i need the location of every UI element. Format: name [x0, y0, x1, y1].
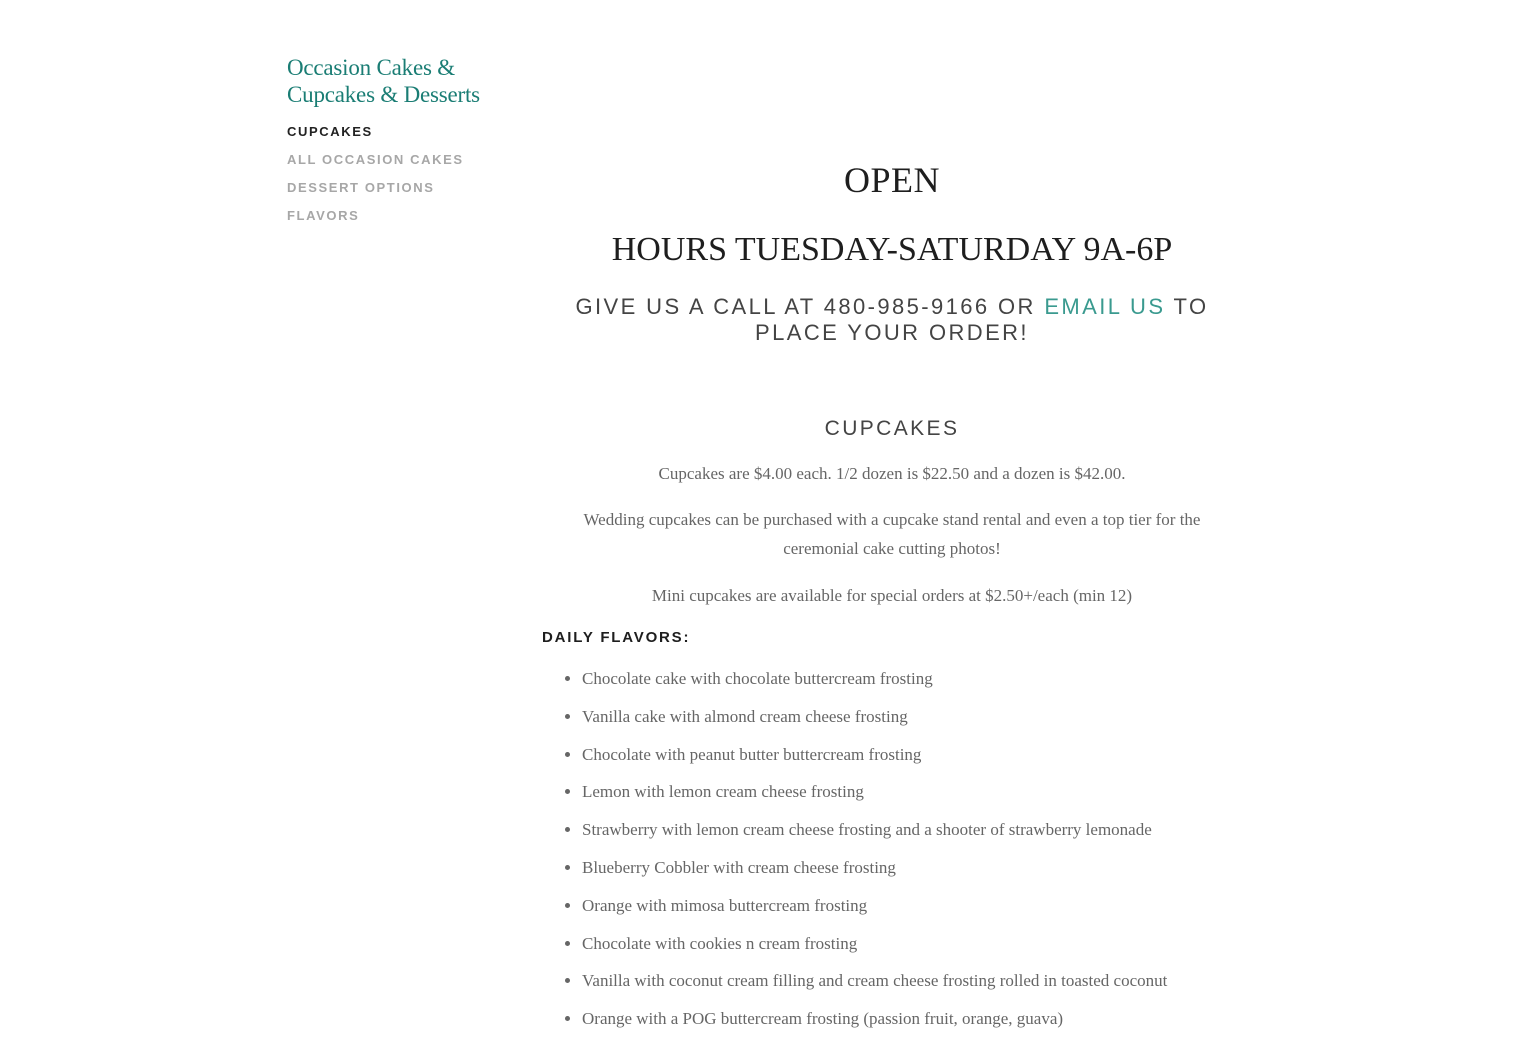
- site-title-line1: Occasion Cakes &: [287, 55, 455, 80]
- nav-item-all-occasion-cakes: [287, 151, 517, 179]
- nav-link-all-occasion-cakes[interactable]: ALL OCCASION CAKES: [287, 152, 464, 167]
- nav-link-cupcakes[interactable]: CUPCAKES: [287, 124, 373, 139]
- flavor-item: • Vanilla cake with almond cream cheese frosting: [582, 702, 1242, 740]
- nav-item-cupcakes: [287, 123, 517, 151]
- nav-link-flavors[interactable]: FLAVORS: [287, 208, 360, 223]
- pricing-paragraph: Cupcakes are $4.00 each. 1/2 dozen is $22.50 and a dozen is $42.00.: [658, 464, 1126, 483]
- sidebar-nav: [287, 123, 517, 235]
- flavor-item: • Blueberry Cobbler with cream cheese frosting: [582, 853, 1242, 891]
- call-to-order-heading: [542, 294, 1242, 346]
- nav-item-dessert-options: [287, 179, 517, 207]
- flavor-item: • Orange with mimosa buttercream frosting: [582, 891, 1242, 929]
- wedding-cupcakes-paragraph: Wedding cupcakes can be purchased with a cupcake stand rental and even a top tier for the ceremonial cake cutting photos!: [583, 510, 1201, 558]
- flavor-item: • Chocolate with cookies n cream frosting: [582, 929, 1242, 967]
- hours-heading: HOURS TUESDAY-SATURDAY 9A-6P: [611, 231, 1173, 268]
- call-text-before: GIVE US A CALL AT 480-985-9166 OR: [575, 294, 1045, 319]
- flavor-item: • Chocolate cake with chocolate buttercream frosting: [582, 664, 1242, 702]
- mini-cupcakes-paragraph: Mini cupcakes are available for special orders at $2.50+/each (min 12): [651, 586, 1133, 605]
- nav-item-flavors: [287, 207, 517, 235]
- open-heading: OPEN: [843, 160, 940, 200]
- flavor-item: • Vanilla with coconut cream filling and cream cheese frosting rolled in toasted coconut: [582, 966, 1242, 1004]
- cupcakes-section-heading: CUPCAKES: [824, 417, 960, 440]
- site-title-link[interactable]: [287, 54, 517, 108]
- nav-link-dessert-options[interactable]: DESSERT OPTIONS: [287, 180, 435, 195]
- flavor-item: • Chocolate with peanut butter buttercream frosting: [582, 740, 1242, 778]
- sidebar: [287, 54, 517, 235]
- flavor-item: • Lemon with lemon cream cheese frosting: [582, 777, 1242, 815]
- email-us-link[interactable]: EMAIL US: [1044, 294, 1166, 319]
- site-title-line2: Cupcakes & Desserts: [287, 82, 480, 107]
- flavor-item: • Orange with a POG buttercream frosting (passion fruit, orange, guava): [582, 1004, 1242, 1042]
- flavor-item: • Strawberry with lemon cream cheese frosting and a shooter of strawberry lemonade: [582, 815, 1242, 853]
- call-text-after: TO PLACE YOUR ORDER!: [755, 294, 1209, 345]
- flavor-list: [542, 664, 1242, 1042]
- daily-flavors-heading: DAILY FLAVORS:: [542, 629, 691, 646]
